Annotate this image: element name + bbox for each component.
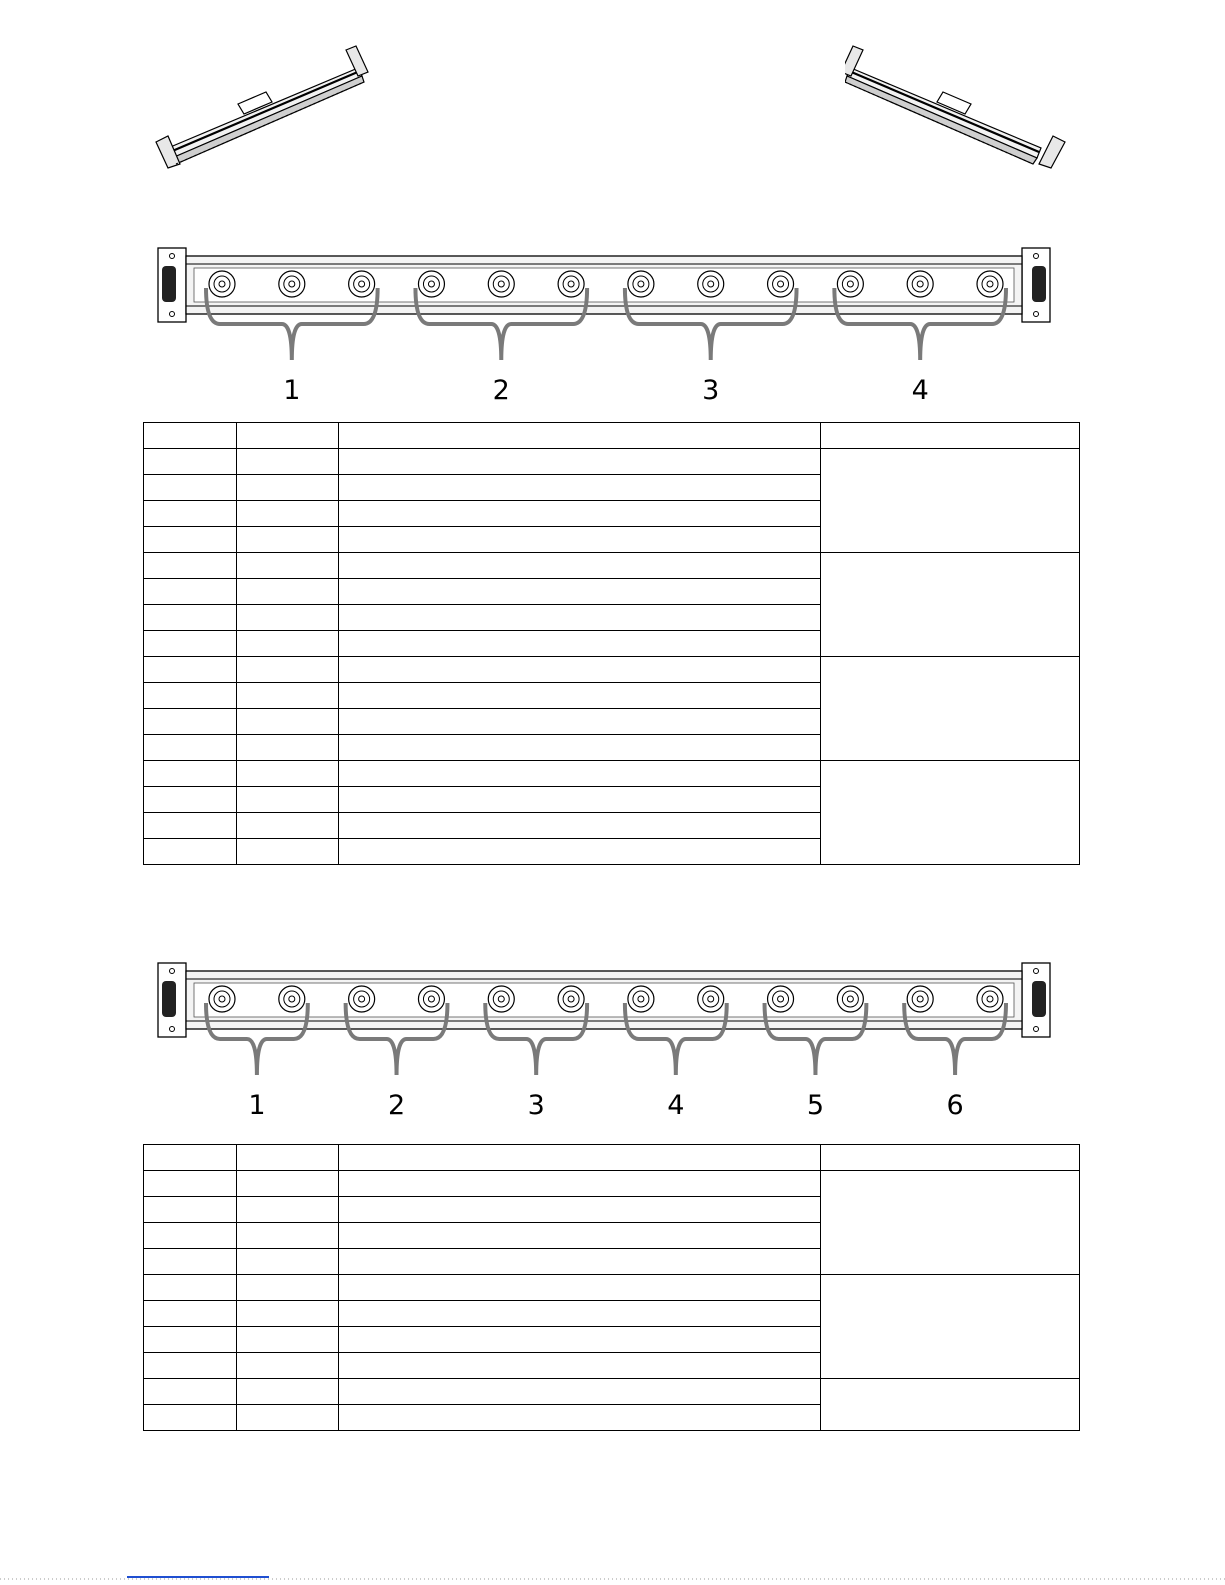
fixture-front-view-6-groups bbox=[150, 955, 1060, 1085]
table-cell bbox=[339, 657, 821, 683]
table-cell bbox=[237, 1353, 339, 1379]
table-cell bbox=[237, 761, 339, 787]
table-cell bbox=[339, 839, 821, 865]
led-lens bbox=[279, 271, 305, 297]
led-lens bbox=[768, 271, 794, 297]
led-lens bbox=[418, 986, 444, 1012]
table-cell bbox=[144, 839, 237, 865]
table-cell bbox=[339, 1171, 821, 1197]
dmx-table-4-groups bbox=[143, 422, 1080, 865]
table-cell bbox=[339, 709, 821, 735]
table-cell bbox=[237, 1171, 339, 1197]
table-cell bbox=[144, 449, 237, 475]
table-merged-cell bbox=[821, 449, 1080, 553]
table-cell bbox=[144, 475, 237, 501]
table-cell bbox=[339, 735, 821, 761]
end-cap-left bbox=[158, 248, 186, 322]
table-cell bbox=[339, 1405, 821, 1431]
table-cell bbox=[339, 605, 821, 631]
group-number-label: 3 bbox=[702, 375, 720, 406]
led-lens bbox=[279, 986, 305, 1012]
table-cell bbox=[339, 1327, 821, 1353]
table-cell bbox=[237, 1301, 339, 1327]
table-row bbox=[144, 449, 1080, 475]
table-cell bbox=[144, 787, 237, 813]
led-lens bbox=[349, 271, 375, 297]
table-cell bbox=[237, 657, 339, 683]
fixture-front-view-4-groups bbox=[150, 240, 1060, 370]
table-header-cell bbox=[144, 1145, 237, 1171]
fixture-body bbox=[186, 971, 1022, 1029]
group-number-label: 4 bbox=[667, 1090, 685, 1121]
table-cell bbox=[144, 761, 237, 787]
table-cell bbox=[237, 449, 339, 475]
table-row bbox=[144, 1171, 1080, 1197]
table-cell bbox=[237, 1249, 339, 1275]
table-cell bbox=[339, 1353, 821, 1379]
footer-rule bbox=[0, 1578, 1225, 1580]
fixture-perspective-left bbox=[150, 40, 370, 175]
table-cell bbox=[237, 1197, 339, 1223]
table-cell bbox=[237, 813, 339, 839]
group-number-label: 4 bbox=[911, 375, 929, 406]
table-cell bbox=[144, 735, 237, 761]
table-cell bbox=[237, 1379, 339, 1405]
table-cell bbox=[339, 501, 821, 527]
table-merged-cell bbox=[821, 657, 1080, 761]
table-cell bbox=[144, 605, 237, 631]
group-number-label: 5 bbox=[806, 1090, 825, 1121]
table-cell bbox=[237, 553, 339, 579]
table-cell bbox=[144, 579, 237, 605]
led-lens bbox=[209, 986, 235, 1012]
table-header-cell bbox=[144, 423, 237, 449]
led-lens bbox=[558, 986, 584, 1012]
table-cell bbox=[237, 1223, 339, 1249]
table-cell bbox=[339, 1223, 821, 1249]
table-cell bbox=[237, 579, 339, 605]
table-cell bbox=[144, 813, 237, 839]
table-cell bbox=[339, 1197, 821, 1223]
group-number-label: 2 bbox=[492, 375, 510, 406]
table-cell bbox=[144, 1327, 237, 1353]
table-header-row bbox=[144, 1145, 1080, 1171]
led-lens bbox=[907, 986, 933, 1012]
led-lens bbox=[837, 271, 863, 297]
table-cell bbox=[339, 761, 821, 787]
table-header-row bbox=[144, 423, 1080, 449]
table-row bbox=[144, 761, 1080, 787]
table-header-cell bbox=[821, 423, 1080, 449]
table-cell bbox=[339, 1379, 821, 1405]
table-cell bbox=[339, 553, 821, 579]
led-lens bbox=[698, 271, 724, 297]
group-number-label: 2 bbox=[387, 1090, 406, 1121]
table-cell bbox=[237, 839, 339, 865]
group-number-label: 1 bbox=[248, 1090, 266, 1121]
end-cap-right bbox=[1022, 248, 1050, 322]
led-lens bbox=[488, 271, 514, 297]
led-lens bbox=[907, 271, 933, 297]
table-cell bbox=[144, 657, 237, 683]
table-header-cell bbox=[339, 423, 821, 449]
table-cell bbox=[237, 787, 339, 813]
table-merged-cell bbox=[821, 1379, 1080, 1431]
table-header-cell bbox=[237, 423, 339, 449]
group-number-label: 3 bbox=[527, 1090, 545, 1121]
led-lens bbox=[418, 271, 444, 297]
table-cell bbox=[237, 1405, 339, 1431]
table-cell bbox=[144, 1223, 237, 1249]
fixture-perspective-right bbox=[845, 40, 1070, 175]
table-cell bbox=[339, 1301, 821, 1327]
table-cell bbox=[237, 605, 339, 631]
table-cell bbox=[339, 579, 821, 605]
table-row bbox=[144, 1379, 1080, 1405]
led-lens bbox=[628, 271, 654, 297]
table-cell bbox=[339, 1249, 821, 1275]
table-cell bbox=[339, 631, 821, 657]
table-merged-cell bbox=[821, 553, 1080, 657]
table-header-cell bbox=[339, 1145, 821, 1171]
dmx-table-6-groups bbox=[143, 1144, 1080, 1431]
table-row bbox=[144, 657, 1080, 683]
table-cell bbox=[144, 1249, 237, 1275]
led-lens bbox=[488, 986, 514, 1012]
table-cell bbox=[144, 1275, 237, 1301]
table-cell bbox=[237, 1327, 339, 1353]
table-header-cell bbox=[821, 1145, 1080, 1171]
table-row bbox=[144, 553, 1080, 579]
table-cell bbox=[339, 1275, 821, 1301]
led-lens bbox=[628, 986, 654, 1012]
table-merged-cell bbox=[821, 1171, 1080, 1275]
table-cell bbox=[144, 1197, 237, 1223]
table-merged-cell bbox=[821, 1275, 1080, 1379]
fixture-body bbox=[186, 256, 1022, 314]
table-cell bbox=[144, 1353, 237, 1379]
led-lens bbox=[977, 271, 1003, 297]
table-cell bbox=[237, 709, 339, 735]
table-cell bbox=[237, 735, 339, 761]
table-cell bbox=[237, 475, 339, 501]
table-cell bbox=[339, 683, 821, 709]
table-cell bbox=[144, 501, 237, 527]
table-cell bbox=[237, 631, 339, 657]
table-cell bbox=[339, 813, 821, 839]
led-lens bbox=[558, 271, 584, 297]
table-cell bbox=[144, 683, 237, 709]
led-lens bbox=[349, 986, 375, 1012]
table-cell bbox=[237, 683, 339, 709]
table-merged-cell bbox=[821, 761, 1080, 865]
table-cell bbox=[144, 553, 237, 579]
led-lens bbox=[837, 986, 863, 1012]
led-lens bbox=[977, 986, 1003, 1012]
table-row bbox=[144, 1275, 1080, 1301]
table-cell bbox=[237, 527, 339, 553]
table-cell bbox=[144, 631, 237, 657]
table-cell bbox=[144, 527, 237, 553]
table-cell bbox=[144, 1379, 237, 1405]
table-cell bbox=[339, 449, 821, 475]
led-lens bbox=[768, 986, 794, 1012]
table-cell bbox=[144, 1171, 237, 1197]
table-cell bbox=[144, 709, 237, 735]
table-cell bbox=[339, 527, 821, 553]
table-cell bbox=[339, 475, 821, 501]
table-cell bbox=[144, 1301, 237, 1327]
table-cell bbox=[144, 1405, 237, 1431]
table-header-cell bbox=[237, 1145, 339, 1171]
group-number-label: 1 bbox=[283, 375, 301, 406]
end-cap-left bbox=[158, 963, 186, 1037]
led-lens bbox=[209, 271, 235, 297]
led-lens bbox=[698, 986, 724, 1012]
table-cell bbox=[339, 787, 821, 813]
table-cell bbox=[237, 501, 339, 527]
group-number-label: 6 bbox=[946, 1090, 964, 1121]
table-cell bbox=[237, 1275, 339, 1301]
end-cap-right bbox=[1022, 963, 1050, 1037]
